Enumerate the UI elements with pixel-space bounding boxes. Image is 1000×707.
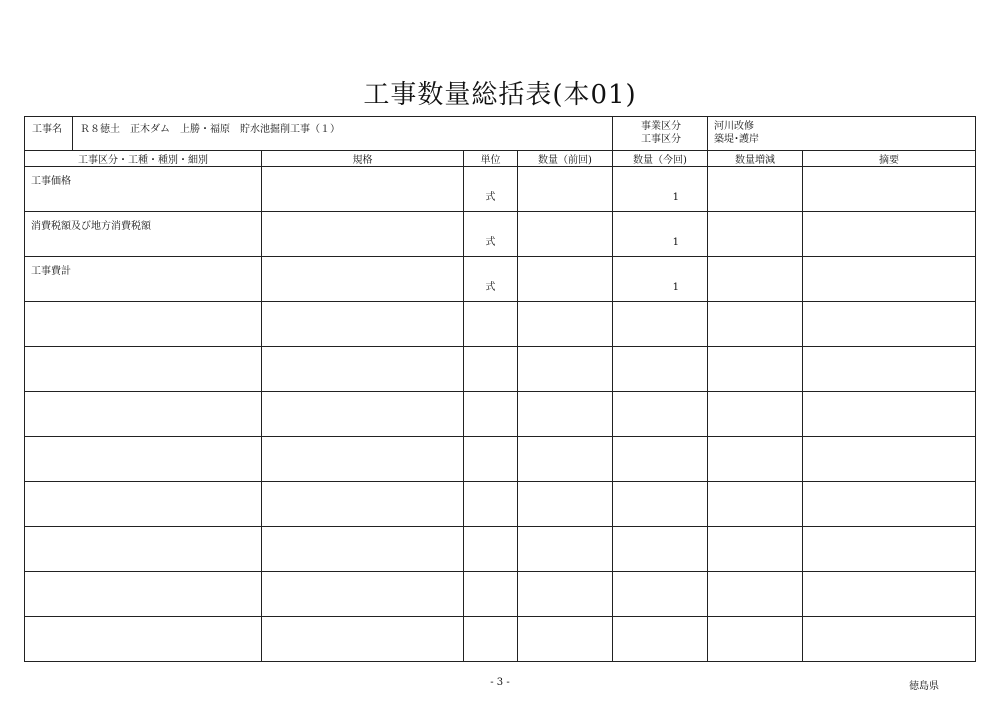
- category-labels: [613, 117, 708, 151]
- table-row: [25, 302, 976, 347]
- table-row: [25, 257, 976, 302]
- work-item-cell: [25, 167, 262, 212]
- business-category-label: 事業区分: [641, 121, 681, 132]
- qty-change-cell: [708, 302, 803, 347]
- qty-previous-cell: [518, 347, 613, 392]
- table-row: [25, 572, 976, 617]
- remarks-cell: [803, 257, 976, 302]
- qty-current-value: 1: [672, 282, 679, 293]
- qty-current-cell: [613, 617, 708, 662]
- qty-current-cell: [613, 482, 708, 527]
- table-row: [25, 437, 976, 482]
- qty-change-cell: [708, 257, 803, 302]
- col-header-qty-current: 数量（今回): [613, 151, 708, 167]
- qty-previous-cell: [518, 617, 613, 662]
- qty-current-cell: [613, 212, 708, 257]
- remarks-cell: [803, 527, 976, 572]
- unit-cell: [464, 257, 518, 302]
- remarks-cell: [803, 167, 976, 212]
- qty-current-cell: [613, 167, 708, 212]
- table-row: [25, 392, 976, 437]
- unit-cell: [464, 482, 518, 527]
- unit-value: 式: [485, 282, 496, 293]
- remarks-cell: [803, 617, 976, 662]
- remarks-cell: [803, 302, 976, 347]
- qty-current-cell: [613, 572, 708, 617]
- unit-cell: [464, 392, 518, 437]
- col-header-work-item: 工事区分・工種・種別・細別: [25, 151, 262, 167]
- table-row: [25, 527, 976, 572]
- spec-cell: [262, 347, 464, 392]
- project-row: [25, 117, 976, 151]
- qty-change-cell: [708, 527, 803, 572]
- work-item-cell: [25, 572, 262, 617]
- unit-cell: [464, 527, 518, 572]
- qty-change-cell: [708, 347, 803, 392]
- spec-cell: [262, 212, 464, 257]
- work-item-cell: [25, 392, 262, 437]
- category-values: [708, 117, 976, 151]
- qty-previous-cell: [518, 302, 613, 347]
- work-item-cell: [25, 437, 262, 482]
- work-category-value: 築堤･護岸: [714, 134, 759, 145]
- col-header-remarks: 摘要: [803, 151, 976, 167]
- qty-change-cell: [708, 572, 803, 617]
- qty-change-cell: [708, 167, 803, 212]
- col-header-unit: 単位: [464, 151, 518, 167]
- remarks-cell: [803, 437, 976, 482]
- work-item-cell: [25, 527, 262, 572]
- qty-current-cell: [613, 257, 708, 302]
- qty-change-cell: [708, 482, 803, 527]
- work-item-cell: [25, 257, 262, 302]
- qty-change-cell: [708, 617, 803, 662]
- col-header-qty-previous: 数量（前回): [518, 151, 613, 167]
- qty-previous-cell: [518, 572, 613, 617]
- remarks-cell: [803, 392, 976, 437]
- work-item-name: 工事費計: [31, 266, 71, 277]
- qty-previous-cell: [518, 212, 613, 257]
- remarks-cell: [803, 572, 976, 617]
- table-row: [25, 482, 976, 527]
- qty-previous-cell: [518, 437, 613, 482]
- document-title: 工事数量総括表(本01): [363, 80, 637, 110]
- remarks-cell: [803, 347, 976, 392]
- col-header-qty-change: 数量増減: [708, 151, 803, 167]
- unit-cell: [464, 212, 518, 257]
- work-item-cell: [25, 347, 262, 392]
- work-item-cell: [25, 212, 262, 257]
- spec-cell: [262, 527, 464, 572]
- work-item-cell: [25, 482, 262, 527]
- unit-cell: [464, 302, 518, 347]
- unit-cell: [464, 347, 518, 392]
- qty-change-cell: [708, 392, 803, 437]
- qty-current-cell: [613, 302, 708, 347]
- remarks-cell: [803, 212, 976, 257]
- work-item-name: 消費税額及び地方消費税額: [31, 221, 151, 232]
- work-item-cell: [25, 617, 262, 662]
- issuer-name: 徳島県: [909, 681, 939, 692]
- spec-cell: [262, 257, 464, 302]
- unit-value: 式: [485, 192, 496, 203]
- page-number: - 3 -: [490, 677, 510, 688]
- table-row: [25, 347, 976, 392]
- spec-cell: [262, 167, 464, 212]
- column-header-row: [25, 151, 976, 167]
- project-name: Ｒ８徳土 正木ダム 上勝・福原 貯水池掘削工事（１）: [73, 117, 613, 151]
- table-row: [25, 212, 976, 257]
- remarks-cell: [803, 482, 976, 527]
- spec-cell: [262, 302, 464, 347]
- summary-table: [24, 116, 976, 662]
- qty-current-cell: [613, 437, 708, 482]
- qty-current-value: 1: [672, 237, 679, 248]
- spec-cell: [262, 437, 464, 482]
- spec-cell: [262, 392, 464, 437]
- qty-previous-cell: [518, 392, 613, 437]
- unit-cell: [464, 617, 518, 662]
- spec-cell: [262, 482, 464, 527]
- unit-value: 式: [485, 237, 496, 248]
- table-row: [25, 617, 976, 662]
- col-header-spec: 規格: [262, 151, 464, 167]
- spec-cell: [262, 572, 464, 617]
- unit-cell: [464, 437, 518, 482]
- qty-change-cell: [708, 437, 803, 482]
- qty-previous-cell: [518, 257, 613, 302]
- qty-previous-cell: [518, 527, 613, 572]
- qty-change-cell: [708, 212, 803, 257]
- qty-current-value: 1: [672, 192, 679, 203]
- business-category-value: 河川改修: [714, 121, 754, 132]
- qty-current-cell: [613, 392, 708, 437]
- qty-current-cell: [613, 527, 708, 572]
- unit-cell: [464, 572, 518, 617]
- qty-previous-cell: [518, 482, 613, 527]
- unit-cell: [464, 167, 518, 212]
- qty-current-cell: [613, 347, 708, 392]
- qty-previous-cell: [518, 167, 613, 212]
- work-category-label: 工事区分: [641, 134, 681, 145]
- work-item-name: 工事価格: [31, 176, 71, 187]
- project-name-label: 工事名: [25, 117, 73, 151]
- work-item-cell: [25, 302, 262, 347]
- spec-cell: [262, 617, 464, 662]
- table-row: [25, 167, 976, 212]
